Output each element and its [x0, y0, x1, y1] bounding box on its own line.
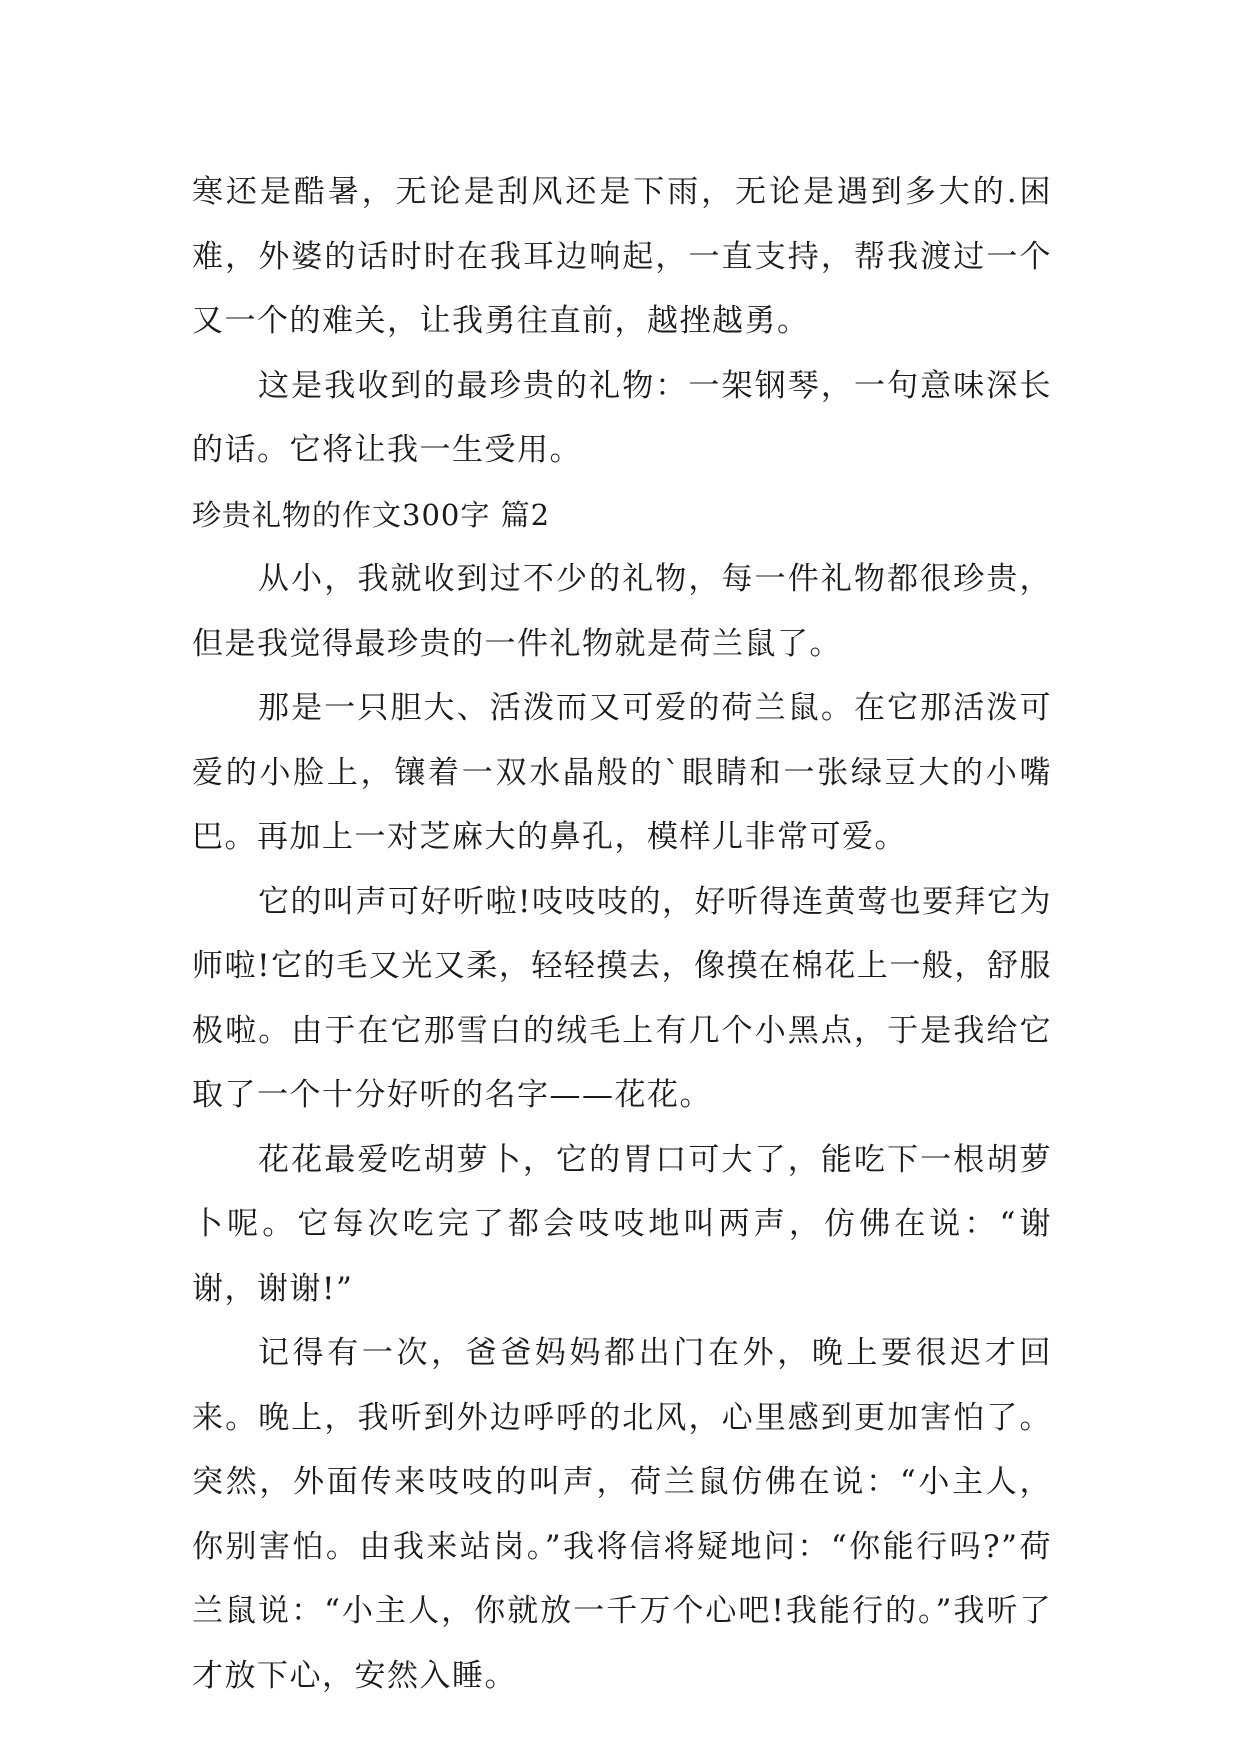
- paragraph-carrot: 花花最爱吃胡萝卜，它的胃口可大了，能吃下一根胡萝卜呢。它每次吃完了都会吱吱地叫两声，仿佛在说：“谢谢，谢谢!”: [192, 1141, 1052, 1307]
- document-body: [192, 160, 1052, 1708]
- paragraph-appearance: 那是一只胆大、活泼而又可爱的荷兰鼠。在它那活泼可爱的小脸上，镶着一双水晶般的`眼睛和一张绿豆大的小嘴巴。再加上一对芝麻大的鼻孔，模样儿非常可爱。: [192, 690, 1052, 855]
- essay-heading: 珍贵礼物的作文300字 篇2: [192, 497, 551, 532]
- paragraph-voice-fur: 它的叫声可好听啦!吱吱吱的，好听得连黄莺也要拜它为师啦!它的毛又光又柔，轻轻摸去，像摸在棉花上一般，舒服极啦。由于在它那雪白的绒毛上有几个小黑点，于是我给它取了一个十分好听的名字——花花。: [192, 883, 1052, 1113]
- paragraph-continued: 寒还是酷暑，无论是刮风还是下雨，无论是遇到多大的.困难，外婆的话时时在我耳边响起，一直支持，帮我渡过一个又一个的难关，让我勇往直前，越挫越勇。: [192, 174, 1052, 339]
- paragraph-night-story: 记得有一次，爸爸妈妈都出门在外，晚上要很迟才回来。晚上，我听到外边呼呼的北风，心里感到更加害怕了。突然，外面传来吱吱的叫声，荷兰鼠仿佛在说：“小主人，你别害怕。由我来站岗。”我将信将疑地问：“你能行吗?”荷兰鼠说：“小主人，你就放一千万个心吧!我能行的。”我听了才放下心，安然入睡。: [192, 1335, 1052, 1694]
- paragraph-gift-piano: 这是我收到的最珍贵的礼物：一架钢琴，一句意味深长的话。它将让我一生受用。: [192, 367, 1052, 468]
- paragraph-intro: 从小，我就收到过不少的礼物，每一件礼物都很珍贵，但是我觉得最珍贵的一件礼物就是荷兰鼠了。: [192, 561, 1052, 662]
